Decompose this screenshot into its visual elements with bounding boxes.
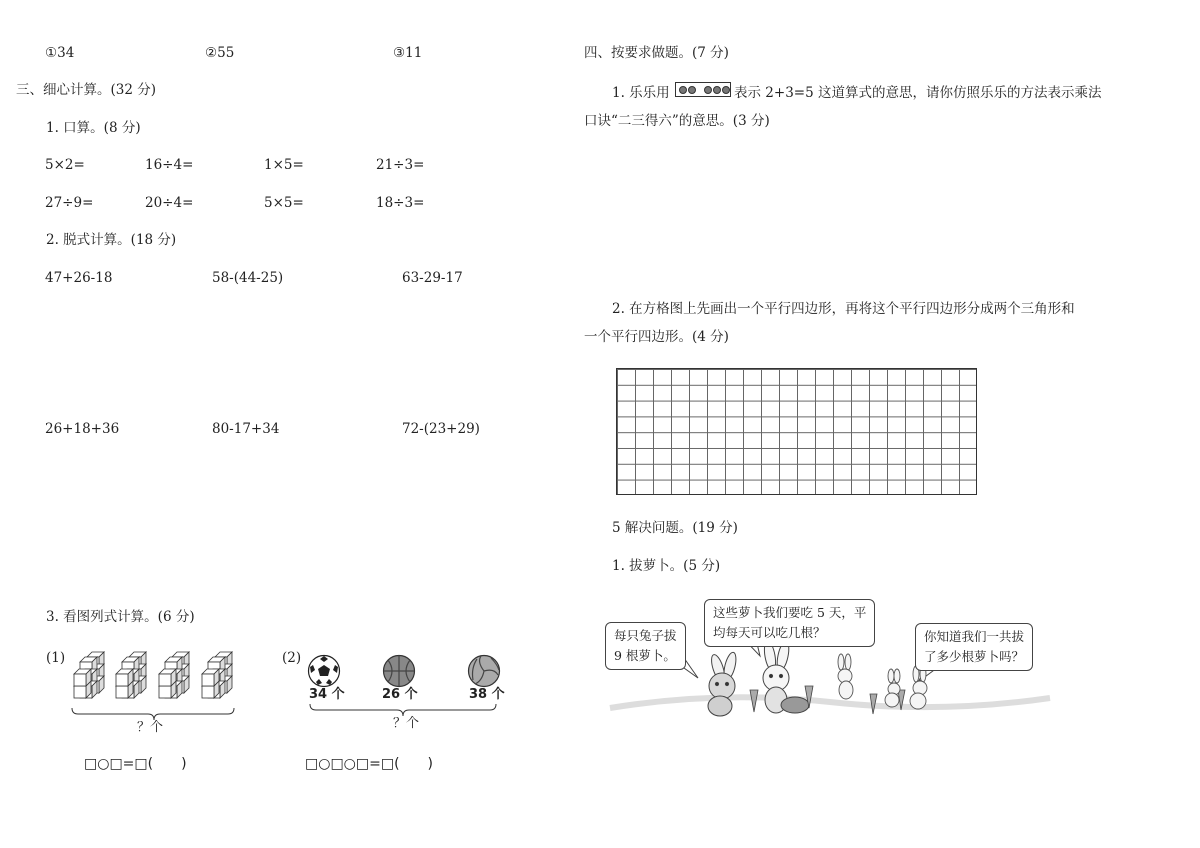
oral-item: 5×5= [264,195,304,211]
oral-item: 20÷4= [145,195,194,211]
cube-stack [74,652,104,698]
q1-text-line2: 口诀“二三得六”的意思。(3 分) [584,113,770,129]
section5-title: 5 解决问题。(19 分) [612,520,738,536]
stepwise-item: 26+18+36 [45,421,120,437]
bead-frame-icon [675,82,731,97]
soccer-count: 34 个 [309,687,345,702]
speech-bubble-middle: 这些萝卜我们要吃 5 天，平 均每天可以吃几根？ [704,599,875,647]
stepwise-item: 72-(23+29) [402,421,480,437]
speech-bubble-right: 你知道我们一共拔 了多少根萝卜吗？ [915,623,1033,671]
picture1-formula[interactable]: □○□=□( ) [84,756,187,772]
picture1-label: (1) [46,650,66,666]
q1-text-end: 表示 2+3=5 这道算式的意思，请你仿照乐乐的方法表示乘法 [734,85,1102,101]
cube-stack [202,652,232,698]
q1-text-start: 1. 乐乐用 [612,85,670,101]
cube-stack [159,652,189,698]
rabbit-icon [838,654,853,699]
stepwise-item: 63-29-17 [402,270,463,286]
oral-item: 27÷9= [45,195,94,211]
picture-calc-title: 3. 看图列式计算。(6 分) [46,609,195,625]
rabbit-icon [910,666,927,709]
rabbit-icon [708,651,738,716]
option-2: ②55 [205,45,235,61]
option-3: ③11 [393,45,423,61]
rabbit-icon [885,669,900,707]
stepwise-item: 80-17+34 [212,421,280,437]
section3-title: 三、细心计算。(32 分) [16,82,157,98]
volleyball-icon [467,654,501,688]
oral-item: 16÷4= [145,157,194,173]
q5-1-title: 1. 拔萝卜。(5 分) [612,558,721,574]
oral-item: 18÷3= [376,195,425,211]
soccer-ball-icon [307,654,341,688]
volleyball-count: 38 个 [469,687,505,702]
total-brace [72,708,234,720]
stepwise-item: 47+26-18 [45,270,113,286]
stepwise-calc-title: 2. 脱式计算。(18 分) [46,232,177,248]
oral-item: 5×2= [45,157,85,173]
picture2-label: (2) [282,650,302,666]
oral-item: 21÷3= [376,157,425,173]
square-grid[interactable] [616,368,977,495]
stepwise-item: 58-(44-25) [212,270,284,286]
picture2-total: ？个 [393,716,420,731]
oral-calc-title: 1. 口算。(8 分) [46,120,141,136]
option-1: ①34 [45,45,75,61]
basketball-count: 26 个 [382,687,418,702]
picture1-total: ？个 [137,720,164,735]
basketball-icon [382,654,416,688]
section4-title: 四、按要求做题。(7 分) [584,45,729,61]
speech-bubble-left: 每只兔子拔 9 根萝卜。 [605,622,686,670]
cube-stack [116,652,146,698]
q2-text-line1: 2. 在方格图上先画出一个平行四边形，再将这个平行四边形分成两个三角形和 [612,301,1075,317]
q2-text-line2: 一个平行四边形。(4 分) [584,329,729,345]
oral-item: 1×5= [264,157,304,173]
picture2-formula[interactable]: □○□○□=□( ) [305,756,433,772]
